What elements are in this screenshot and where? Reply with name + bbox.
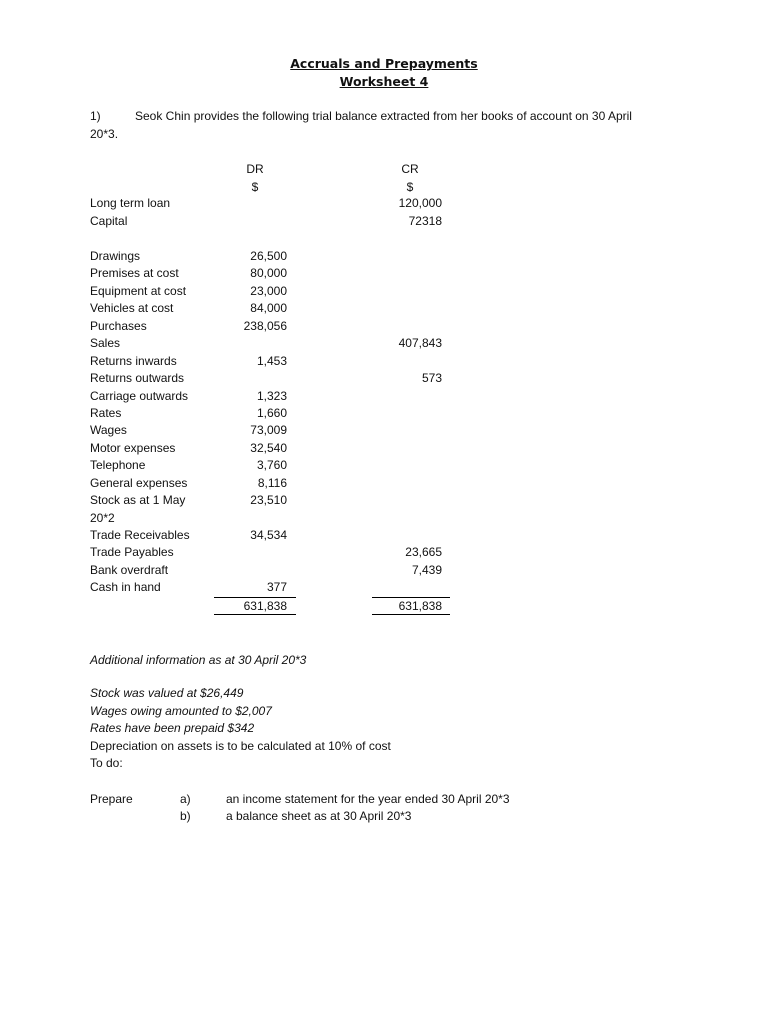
dr-column-header: DR (246, 162, 264, 176)
wages-owing-note: Wages owing amounted to $2,007 (90, 704, 272, 718)
dr-total-rule (214, 597, 296, 598)
trial-balance-row-cr: 407,843 (398, 336, 442, 350)
trial-balance-row-label: Returns outwards (90, 371, 185, 385)
trial-balance-row-dr: 1,453 (256, 354, 287, 368)
cr-total-rule (372, 597, 450, 598)
trial-balance-row-label: Carriage outwards (90, 389, 189, 403)
cr-total: 631,838 (398, 599, 442, 613)
trial-balance-row-dr: 23,000 (250, 284, 287, 298)
trial-balance-row-label: Bank overdraft (90, 563, 169, 577)
trial-balance-row-label: Returns inwards (90, 354, 177, 368)
question-text: Seok Chin provides the following trial balance extracted from her books of account on 30 April (135, 109, 632, 123)
depreciation-note: Depreciation on assets is to be calculated at 10% of cost (90, 739, 391, 753)
trial-balance-row-label: Premises at cost (90, 266, 179, 280)
trial-balance-row-label: Capital (90, 214, 128, 228)
trial-balance-row-label: Purchases (90, 319, 147, 333)
trial-balance-row-label: General expenses (90, 476, 188, 490)
worksheet-subtitle: Worksheet 4 (339, 74, 429, 89)
trial-balance-row-dr: 73,009 (250, 423, 287, 437)
trial-balance-row-label: Sales (90, 336, 121, 350)
trial-balance-row-label: Trade Receivables (90, 528, 190, 542)
dr-currency: $ (251, 180, 259, 194)
trial-balance-row-dr: 32,540 (250, 441, 287, 455)
trial-balance-row-label: Vehicles at cost (90, 301, 174, 315)
trial-balance-row-dr: 238,056 (243, 319, 287, 333)
trial-balance-row-cr: 573 (421, 371, 442, 385)
trial-balance-row-dr: 1,660 (256, 406, 287, 420)
task-b-letter: b) (180, 809, 191, 823)
trial-balance-row-cr: 72318 (408, 214, 442, 228)
trial-balance-row-label: Wages (90, 423, 127, 437)
trial-balance-row-cr: 120,000 (398, 196, 442, 210)
document-title: Accruals and Prepayments (290, 56, 478, 71)
trial-balance-row-label: Equipment at cost (90, 284, 187, 298)
cr-column-header: CR (401, 162, 419, 176)
trial-balance-row-dr: 8,116 (257, 476, 287, 490)
task-a-text: an income statement for the year ended 30 April 20*3 (226, 792, 510, 806)
trial-balance-row-label: Rates (90, 406, 122, 420)
trial-balance-row-label: Stock as at 1 May (90, 493, 186, 507)
trial-balance-row-dr: 34,534 (250, 528, 287, 542)
dr-total-underline (214, 614, 296, 615)
trial-balance-row-dr: 23,510 (250, 493, 287, 507)
trial-balance-row-dr: 377 (266, 580, 287, 594)
trial-balance-row-label: 20*2 (90, 511, 115, 525)
rates-prepaid-note: Rates have been prepaid $342 (90, 721, 255, 735)
cr-total-underline (372, 614, 450, 615)
trial-balance-row-label: Cash in hand (90, 580, 161, 594)
trial-balance-row-label: Motor expenses (90, 441, 176, 455)
task-b-text: a balance sheet as at 30 April 20*3 (226, 809, 412, 823)
trial-balance-row-label: Telephone (90, 458, 146, 472)
trial-balance-row-cr: 23,665 (405, 545, 442, 559)
trial-balance-row-label: Trade Payables (90, 545, 174, 559)
trial-balance-row-dr: 1,323 (256, 389, 287, 403)
trial-balance-row-dr: 26,500 (250, 249, 287, 263)
question-text-continued: 20*3. (90, 127, 119, 141)
stock-valuation-note: Stock was valued at $26,449 (90, 686, 244, 700)
trial-balance-row-label: Long term loan (90, 196, 171, 210)
prepare-label: Prepare (90, 792, 133, 806)
task-a-letter: a) (180, 792, 191, 806)
question-number: 1) (90, 109, 101, 123)
trial-balance-row-cr: 7,439 (411, 563, 442, 577)
todo-label: To do: (90, 756, 123, 770)
trial-balance-row-dr: 80,000 (250, 266, 287, 280)
trial-balance-row-label: Drawings (90, 249, 141, 263)
cr-currency: $ (406, 180, 414, 194)
additional-info-heading: Additional information as at 30 April 20*3 (90, 653, 307, 667)
trial-balance-row-dr: 84,000 (250, 301, 287, 315)
dr-total: 631,838 (243, 599, 287, 613)
trial-balance-row-dr: 3,760 (256, 458, 287, 472)
